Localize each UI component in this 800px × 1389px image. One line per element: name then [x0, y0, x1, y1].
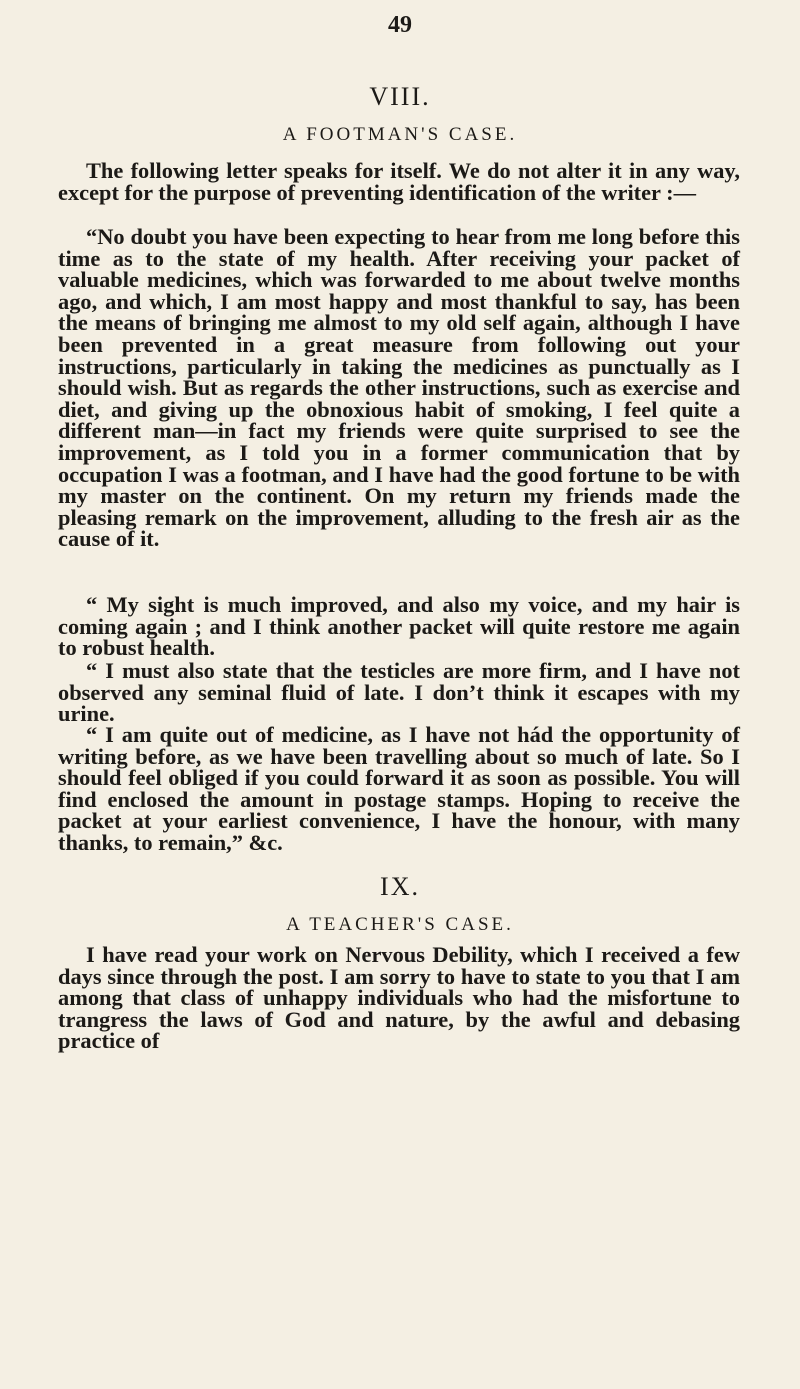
- teacher-case-heading: A TEACHER'S CASE.: [286, 914, 514, 935]
- page-number: 49: [388, 12, 412, 38]
- section-numeral-ix: IX.: [380, 872, 420, 901]
- teacher-paragraph: I have read your work on Nervous Debility, which I received a few days since through the post. I am sorry to have to state to you that I am among that class of unhappy individuals who had the misfortune to trangress the laws of God and nature, by the awful and debasing practice of: [58, 942, 740, 1054]
- letter-paragraph-4: “ I am quite out of medicine, as I have not hád the opportunity of writing before, as we have been travelling about so much of late. So I should feel obliged if you could forward it as soon as possible. You will find enclosed the amount in postage stamps. Hoping to receive the packet at your earliest convenience, I have the honour, with many thanks, to remain,” &c.: [58, 722, 740, 855]
- footman-case-heading: A FOOTMAN'S CASE.: [282, 124, 518, 145]
- letter-paragraph-2: “ My sight is much improved, and also my voice, and my hair is coming again ; and I think another packet will quite restore me again to robust health.: [58, 592, 740, 661]
- letter-paragraph-1: “No doubt you have been expecting to hear from me long before this time as to the state of my health. After receiving your packet of valuable medicines, which was forwarded to me about twelve months ago, and which, I am most happy and most thankful to say, has been the means of bringing me almost to my old self again, although I have been prevented in a great measure from following out your instructions, particularly in taking the medicines as punctually as I should wish. But as regards the other instructions, such as exercise and diet, and giving up the obnoxious habit of smoking, I feel quite a different man—in fact my friends were quite surprised to see the improvement, as I told you in a former communication that by occupation I was a footman, and I have had the good fortune to be with my master on the continent. On my return my friends made the pleasing remark on the improvement, alluding to the fresh air as the cause of it.: [58, 224, 740, 552]
- section-numeral-viii: VIII.: [369, 82, 431, 111]
- letter-paragraph-3: “ I must also state that the testicles are more firm, and I have not observed any seminal fluid of late. I don’t think it escapes with my urine.: [58, 658, 740, 727]
- intro-paragraph: The following letter speaks for itself. We do not alter it in any way, except for the purpose of preventing identification of the writer :—: [58, 158, 740, 205]
